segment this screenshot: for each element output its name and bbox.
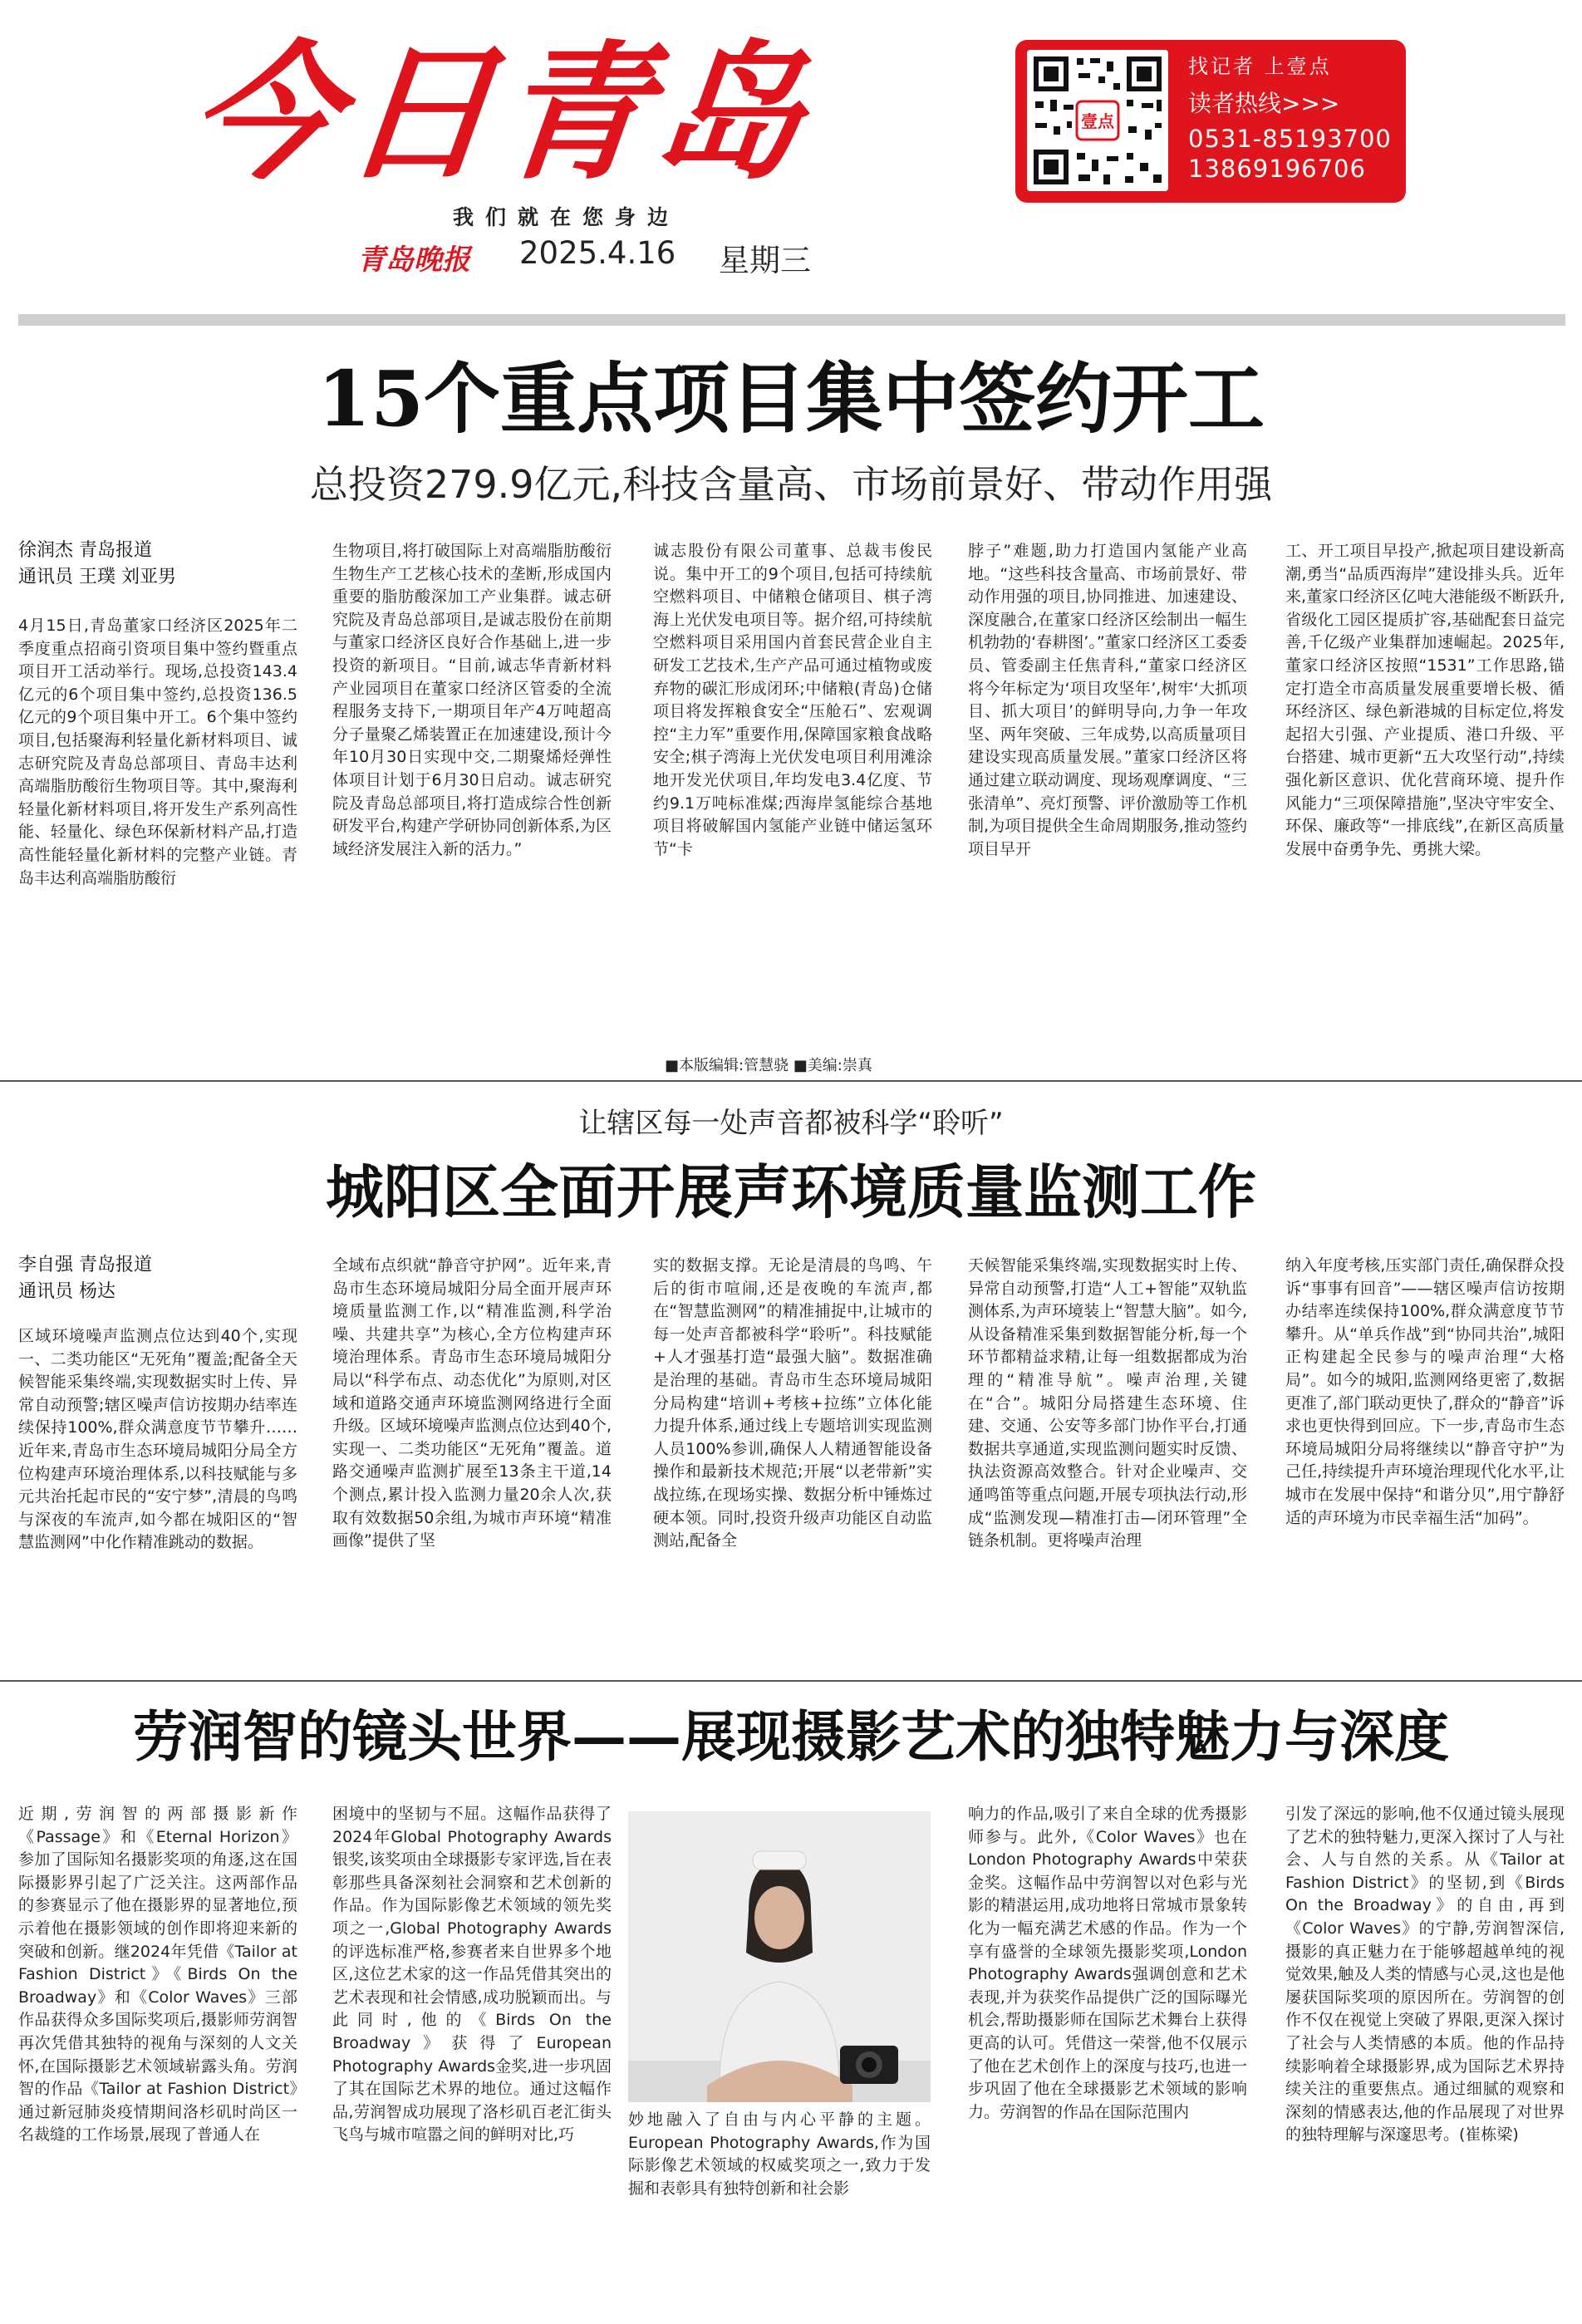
article2-kicker: 让辖区每一处声音都被科学“聆听”: [578, 1107, 1004, 1140]
section-divider-2: [0, 1680, 1582, 1682]
article1-headline: 15个重点项目集中签约开工: [317, 354, 1265, 444]
article1-column-2: 生物项目,将打破国际上对高端脂肪酸衍生物生产工艺核心技术的垄断,形成国内重要的脂肪酸深加工产业集群。诚志研究院及青岛总部项目,是诚志股份在前期与董家口经济区良好合作基础上,进一步投资的新项目。“目前,诚志华青新材料产业园项目在董家口经济区管委的全流程服务支持下,一期项目年产4万吨超高分子量聚乙烯装置正在加速建设,预计今年10月30日实现中交,二期聚烯烃弹性体项目计划于6月30日启动。诚志研究院及青岛总部项目,将打造成综合性创新研发平台,构建产学研协同创新体系,为区域经济发展注入新的活力。”: [332, 542, 612, 858]
article2-column-4: 天候智能采集终端,实现数据实时上传、异常自动预警,打造“人工+智能”双轨监测体系,为声环境装上“智慧大脑”。如今,从设备精准采集到数据智能分析,每一个环节都精益求精,让每一组数据都成为治理的“精准导航”。噪声治理,关键在“合”。城阳分局搭建生态环境、住建、交通、公安等多部门协作平台,打通数据共享通道,实现监测问题实时反馈、执法资源高效整合。针对企业噪声、交通鸣笛等重点问题,开展专项执法行动,形成“监测发现—精准打击—闭环管理”全链条机制。更将噪声治理: [968, 1256, 1247, 1550]
article2-column-5: 纳入年度考核,压实部门责任,确保群众投诉“事事有回音”——辖区噪声信访按期办结率连续保持100%,群众满意度节节攀升。从“单兵作战”到“协同共治”,城阳正构建起全民参与的噪声治理“大格局”。如今的城阳,监测网络更密了,数据更准了,部门联动更快了,群众的“静音”诉求也更快得到回应。下一步,青岛市生态环境局城阳分局将继续以“静音守护”为己任,持续提升声环境治理现代化水平,让城市在发展中保持“和谐分贝”,用宁静舒适的声环境为市民幸福生活“加码”。: [1285, 1256, 1565, 1527]
qr-code-icon[interactable]: [1027, 50, 1168, 191]
masthead-divider: [18, 314, 1565, 326]
issue-weekday: 星期三: [719, 243, 811, 278]
article2-byline-2: 通讯员 杨达: [18, 1281, 115, 1302]
contact-phone-2: 13869196706: [1188, 155, 1366, 183]
article2-headline: 城阳区全面开展声环境质量监测工作: [326, 1157, 1256, 1226]
article1-column-5: 工、开工项目早投产,掀起项目建设新高潮,勇当“品质西海岸”建设排头兵。近年来,董家口经济区亿吨大港能级不断跃升,省级化工园区提质扩容,基础配套日益完善,千亿级产业集群加速崛起。2025年,董家口经济区按照“1531”工作思路,锚定打造全市高质量发展重要增长极、循环经济区、绿色新港城的目标定位,将发起招大引强、产业提质、港口升级、平台搭建、城市更新“五大攻坚行动”,持续强化新区意识、优化营商环境、提升作风能力“三项保障措施”,坚决守牢安全、环保、廉政等“一排底线”,在新区高质量发展中奋勇争先、勇挑大梁。: [1285, 542, 1565, 858]
article3-column-1: 近期,劳润智的两部摄影新作《Passage》和《Eternal Horizon》参加了国际知名摄影奖项的角逐,这在国际摄影界引起了广泛关注。这两部作品的参赛显示了他在摄影界的显著地位,预示着他在摄影领域的创作即将迎来新的突破和创新。继2024年凭借《Tailor at Fashion District》《Birds On the Broadway》和《Color Waves》三部作品获得众多国际奖项后,摄影师劳润智再次凭借其独特的视角与深刻的人文关怀,在国际摄影艺术领域崭露头角。劳润智的作品《Tailor at Fashion District》通过新冠肺炎疫情期间洛杉矶时尚区一名裁缝的工作场景,展现了普通人在: [18, 1805, 297, 2145]
article1-column-3: 诚志股份有限公司董事、总裁韦俊民说。集中开工的9个项目,包括可持续航空燃料项目、中储粮仓储项目、棋子湾海上光伏发电项目等。据介绍,可持续航空燃料项目采用国内首套民营企业自主研发工艺技术,生产产品可通过植物或废弃物的碳汇形成闭环;中储粮(青岛)仓储项目将发挥粮食安全“压舱石”、宏观调控“主力军”重要作用,保障国家粮食战略安全;棋子湾海上光伏发电项目利用滩涂地开发光伏项目,年均发电3.4亿度、节约9.1万吨标准煤;西海岸氢能综合基地项目将破解国内氢能产业链中储运氢环节“卡: [653, 542, 932, 858]
contact-info: [1188, 50, 1392, 184]
article1-deck: 总投资279.9亿元,科技含量高、市场前景好、带动作用强: [309, 462, 1273, 507]
article2-column-2: 全域布点织就“静音守护网”。近年来,青岛市生态环境局城阳分局全面开展声环境质量监测工作,以“精准监测,科学治噪、共建共享”为核心,全方位构建声环境治理体系。青岛市生态环境局城阳分局以“科学布点、动态优化”为原则,对区域和道路交通声环境监测网络进行全面升级。区域环境噪声监测点位达到40个,实现一、二类功能区“无死角”覆盖。道路交通噪声监测扩展至13条主干道,14个测点,累计投入监测力量20余人次,获取有效数据50余组,为城市声环境“精准画像”提供了坚: [332, 1256, 612, 1550]
article1-byline-1: 徐润杰 青岛报道: [18, 540, 152, 561]
section-divider: [0, 1080, 1582, 1082]
masthead-slogan: 我们就在您身边: [453, 205, 680, 229]
photo-caption: 妙地融入了自由与内心平静的主题。European Photography Awards,作为国际影像艺术领域的权威奖项之一,致力于发掘和表彰具有独特创新和社会影: [628, 2110, 931, 2198]
article3-column-2: 困境中的坚韧与不屈。这幅作品获得了2024年Global Photography Awards银奖,该奖项由全球摄影专家评选,旨在表彰那些具备深刻社会洞察和艺术创新的作品。作为国际影像艺术领域的领先奖项之一,Global Photography Awards的评选标准严格,参赛者来自世界多个地区,这位艺术家的这一作品凭借其突出的艺术表现和社会情感,成功脱颖而出。与此同时,他的《Birds On the Broadway》获得了European Photography Awards金奖,进一步巩固了其在国际艺术界的地位。通过这幅作品,劳润智成功展现了洛杉矶百老汇街头飞鸟与城市喧嚣之间的鲜明对比,巧: [332, 1805, 612, 2145]
article3-column-3: 响力的作品,吸引了来自全球的优秀摄影师参与。此外,《Color Waves》也在London Photography Awards中荣获金奖。这幅作品中劳润智以对色彩与光影的精湛运用,成功地将日常城市景象转化为一幅充满艺术感的作品。作为一个享有盛誉的全球领先摄影奖项,London Photography Awards强调创意和艺术表现,并为获奖作品提供广泛的国际曝光机会,帮助摄影师在国际艺术舞台上获得更高的认可。凭借这一荣誉,他不仅展示了他在艺术创作上的深度与技巧,也进一步巩固了他在全球摄影艺术领域的影响力。劳润智的作品在国际范围内: [968, 1805, 1247, 2121]
article1-column-4: 脖子”难题,助力打造国内氢能产业高地。“这些科技含量高、市场前景好、带动作用强的项目,协同推进、加速建设、深度融合,在董家口经济区绘制出一幅生机勃勃的‘春耕图’。”董家口经济区工委委员、管委副主任焦青科,“董家口经济区将今年标定为‘项目攻坚年’,树牢‘大抓项目、抓大项目’的鲜明导向,力争一年攻坚、两年突破、三年成势,以高质量项目建设实现高质量发展。”董家口经济区将通过建立联动调度、现场观摩调度、“三张清单”、亮灯预警、评价激励等工作机制,为项目提供全生命周期服务,推动签约项目早开: [968, 542, 1247, 858]
article3-column-4: 引发了深远的影响,他不仅通过镜头展现了艺术的独特魅力,更深入探讨了人与社会、人与自然的关系。从《Tailor at Fashion District》的坚韧,到《Birds On the Broadway》的自由,再到《Color Waves》的宁静,劳润智深信,摄影的真正魅力在于能够超越单纯的视觉效果,触及人类的情感与心灵,这也是他屡获国际奖项的原因所在。劳润智的创作不仅在视觉上突破了界限,更深入探讨了社会与人类情感的本质。他的作品持续影响着全球摄影界,成为国际艺术界持续关注的重要焦点。通过细腻的观察和深刻的情感表达,他的作品展现了对世界的独特理解与深邃思考。(崔栋梁): [1285, 1805, 1565, 2145]
contact-hotline-label: 读者热线>>>: [1188, 90, 1340, 117]
photographer-portrait: [628, 1811, 931, 2102]
article1-byline-2: 通讯员 王璞 刘亚男: [18, 567, 176, 587]
editor-credit: ■本版编辑:管慧骁 ■美编:崇真: [665, 1057, 872, 1074]
article2-byline-1: 李自强 青岛报道: [18, 1255, 152, 1275]
article3-headline: 劳润智的镜头世界——展现摄影艺术的独特魅力与深度: [133, 1704, 1449, 1769]
qr-logo-label: 壹点: [1081, 111, 1114, 131]
newspaper-name: 青岛晚报: [357, 243, 470, 277]
article2-column-1: 区域环境噪声监测点位达到40个,实现一、二类功能区“无死角”覆盖;配备全天候智能采集终端,实现数据实时上传、异常自动预警;辖区噪声信访按期办结率连续保持100%,群众满意度节节攀升……近年来,青岛市生态环境局城阳分局全方位构建声环境治理体系,以科技赋能与多元共治托起市民的“安宁梦”,清晨的鸟鸣与深夜的车流声,如今都在城阳区的“智慧监测网”中化作精准跳动的数据。: [18, 1327, 297, 1552]
issue-date: 2025.4.16: [519, 235, 676, 271]
masthead-title: 今日青岛: [182, 27, 818, 199]
article2-column-3: 实的数据支撑。无论是清晨的鸟鸣、午后的街市喧闹,还是夜晚的车流声,都在“智慧监测网”的精准捕捉中,让城市的每一处声音都被科学“聆听”。科技赋能+人才强基打造“最强大脑”。数据准确是治理的基础。青岛市生态环境局城阳分局构建“培训+考核+拉练”立体化能力提升体系,通过线上专题培训实现监测人员100%参训,确保人人精通智能设备操作和最新技术规范;开展“以老带新”实战拉练,在现场实操、数据分析中锤炼过硬本领。同时,投资升级声功能区自动监测站,配备全: [653, 1256, 932, 1550]
contact-phone-1: 0531-85193700: [1188, 125, 1392, 153]
article1-column-1: 4月15日,青岛董家口经济区2025年二季度重点招商引资项目集中签约暨重点项目开工活动举行。现场,总投资143.4亿元的6个项目集中签约,总投资136.5亿元的9个项目集中开工。6个集中签约项目,包括聚海利轻量化新材料项目、诚志研究院及青岛总部项目、青岛丰达利高端脂肪酸衍生物项目等。其中,聚海利轻量化新材料项目,将开发生产系列高性能、轻量化、绿色环保新材料产品,打造高性能轻量化新材料的完整产业链。青岛丰达利高端脂肪酸衍: [18, 617, 297, 887]
contact-reporter: 找记者 上壹点: [1188, 55, 1332, 78]
